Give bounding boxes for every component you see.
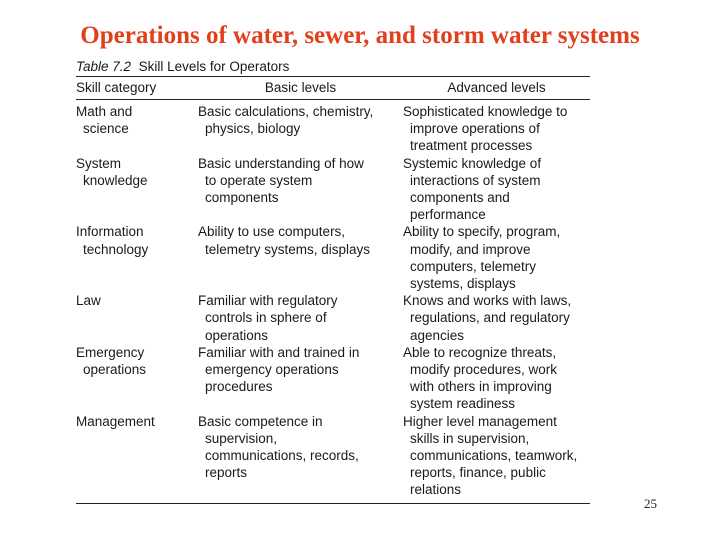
category-cell-line: science bbox=[83, 121, 129, 137]
table-caption-number: Table 7.2 bbox=[76, 59, 132, 74]
advanced-cell bbox=[403, 223, 590, 292]
category-cell-line: knowledge bbox=[83, 172, 148, 188]
advanced-cell-line: Sophisticated knowledge to bbox=[403, 104, 568, 119]
basic-cell-line: Basic understanding of how bbox=[198, 155, 364, 171]
advanced-cell-line: improve operations of bbox=[410, 121, 540, 137]
basic-cell-line: telemetry systems, displays bbox=[205, 241, 371, 257]
table-bottom-rule bbox=[76, 503, 590, 504]
category-cell-line: operations bbox=[83, 362, 147, 378]
table-header-row bbox=[76, 77, 590, 99]
basic-cell-line: emergency operations bbox=[205, 362, 339, 378]
skill-levels-table bbox=[76, 58, 590, 504]
category-cell bbox=[76, 344, 198, 413]
table-row bbox=[76, 103, 590, 155]
category-cell-line: Management bbox=[76, 413, 155, 429]
advanced-cell bbox=[403, 413, 590, 499]
category-cell-line: Emergency bbox=[76, 344, 145, 360]
header-basic-levels: Basic levels bbox=[264, 80, 337, 95]
advanced-cell-line: modify procedures, work bbox=[410, 362, 558, 378]
basic-cell-line: controls in sphere of bbox=[205, 310, 327, 326]
basic-cell bbox=[198, 292, 403, 344]
basic-cell-line: supervision, bbox=[205, 430, 278, 446]
table-row bbox=[76, 413, 590, 499]
advanced-cell-line: with others in improving bbox=[410, 379, 552, 395]
category-cell bbox=[76, 292, 198, 344]
advanced-cell-line: relations bbox=[410, 482, 462, 498]
basic-cell-line: components bbox=[205, 190, 279, 206]
advanced-cell-line: systems, displays bbox=[410, 276, 516, 292]
table-body bbox=[76, 100, 590, 503]
header-skill-category: Skill category bbox=[76, 80, 157, 95]
category-cell-line: System bbox=[76, 155, 122, 171]
basic-cell bbox=[198, 103, 403, 155]
advanced-cell-line: Knows and works with laws, bbox=[403, 293, 572, 309]
basic-cell-line: procedures bbox=[205, 379, 273, 395]
page-number: 25 bbox=[644, 496, 657, 511]
basic-cell-line: reports bbox=[205, 465, 248, 481]
advanced-cell-line: computers, telemetry bbox=[410, 258, 537, 274]
category-cell bbox=[76, 155, 198, 224]
category-cell-line: technology bbox=[83, 241, 149, 257]
advanced-cell bbox=[403, 103, 590, 155]
basic-cell-line: Familiar with and trained in bbox=[198, 344, 360, 360]
category-cell-line: Information bbox=[76, 224, 144, 240]
table-row bbox=[76, 223, 590, 292]
basic-cell bbox=[198, 344, 403, 413]
advanced-cell-line: skills in supervision, bbox=[410, 430, 530, 446]
advanced-cell-line: regulations, and regulatory bbox=[410, 310, 570, 326]
advanced-cell-line: system readiness bbox=[410, 396, 516, 412]
advanced-cell bbox=[403, 155, 590, 224]
advanced-cell-line: communications, teamwork, bbox=[410, 448, 578, 464]
category-cell-line: Law bbox=[76, 293, 101, 309]
basic-cell bbox=[198, 223, 403, 292]
advanced-cell-line: Ability to specify, program, bbox=[403, 224, 561, 240]
basic-cell-line: to operate system bbox=[205, 172, 313, 188]
advanced-cell-line: treatment processes bbox=[410, 138, 533, 154]
basic-cell-line: operations bbox=[205, 327, 269, 343]
table-row bbox=[76, 344, 590, 413]
advanced-cell-line: performance bbox=[410, 207, 486, 223]
table-row bbox=[76, 292, 590, 344]
table-row bbox=[76, 155, 590, 224]
advanced-cell-line: reports, finance, public bbox=[410, 465, 546, 481]
advanced-cell-line: Able to recognize threats, bbox=[403, 344, 557, 360]
basic-cell bbox=[198, 413, 403, 499]
slide-title: Operations of water, sewer, and storm water systems bbox=[80, 22, 640, 49]
category-cell-line: Math and bbox=[76, 104, 133, 119]
advanced-cell-line: components and bbox=[410, 190, 510, 206]
category-cell bbox=[76, 413, 198, 499]
basic-cell-line: physics, biology bbox=[205, 121, 301, 137]
advanced-cell-line: Systemic knowledge of bbox=[403, 155, 542, 171]
basic-cell-line: Basic competence in bbox=[198, 413, 323, 429]
basic-cell bbox=[198, 155, 403, 224]
basic-cell-line: Basic calculations, chemistry, bbox=[198, 104, 374, 119]
advanced-cell bbox=[403, 344, 590, 413]
category-cell bbox=[76, 223, 198, 292]
table-caption-text: Skill Levels for Operators bbox=[138, 59, 290, 74]
table-caption bbox=[76, 58, 590, 76]
category-cell bbox=[76, 103, 198, 155]
basic-cell-line: Ability to use computers, bbox=[198, 224, 346, 240]
advanced-cell-line: Higher level management bbox=[403, 413, 557, 429]
advanced-cell-line: agencies bbox=[410, 327, 465, 343]
advanced-cell bbox=[403, 292, 590, 344]
basic-cell-line: Familiar with regulatory bbox=[198, 293, 338, 309]
advanced-cell-line: interactions of system bbox=[410, 172, 541, 188]
header-advanced-levels: Advanced levels bbox=[447, 80, 546, 95]
advanced-cell-line: modify, and improve bbox=[410, 241, 531, 257]
basic-cell-line: communications, records, bbox=[205, 448, 359, 464]
